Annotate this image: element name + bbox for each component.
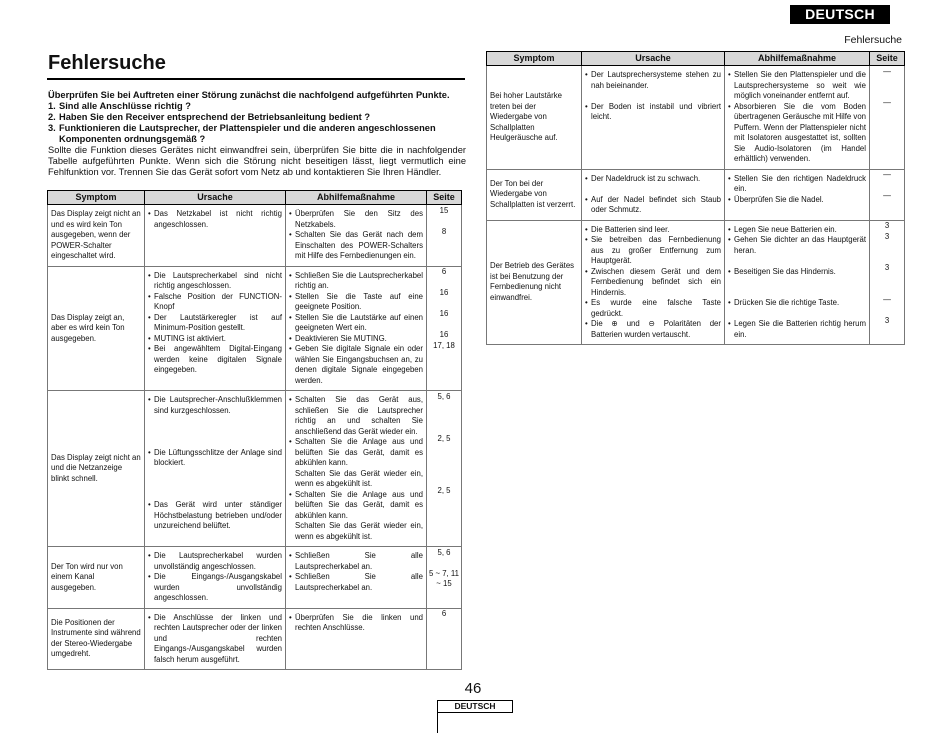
remedy-cell bbox=[725, 66, 870, 170]
page-cell bbox=[427, 547, 462, 609]
page-ref: — bbox=[883, 98, 891, 107]
page-cell bbox=[427, 266, 462, 391]
footer-language-badge: DEUTSCH bbox=[437, 700, 513, 713]
remedy-cell bbox=[286, 391, 427, 547]
page-ref: 3 bbox=[884, 231, 890, 241]
remedy-item: • Schließen Sie alle Lautsprecherkabel an. bbox=[289, 551, 423, 571]
troubleshooting-table-right bbox=[486, 51, 905, 345]
table-row bbox=[48, 266, 462, 391]
page-cell bbox=[427, 205, 462, 267]
cause-item: • Die Lautsprecherkabel sind nicht richtig angeschlossen. bbox=[148, 270, 282, 290]
intro-item-1: 1. Sind alle Anschlüsse richtig ? bbox=[48, 101, 191, 111]
page-ref: 16 bbox=[439, 309, 449, 318]
remedy-cell bbox=[286, 608, 427, 670]
remedy-item: • Schalten Sie das Gerät nach dem Einschalten des POWER-Schalters mit Hilfe des Fernbedienungen ein. bbox=[289, 230, 423, 260]
remedy-item: • Schalten Sie das Gerät aus, schließen Sie die Lautsprecher richtig an und schalten Sie anschließend das Gerät wieder ein. bbox=[289, 395, 423, 436]
remedy-item: • Stellen Sie die Taste auf eine geeignete Position. bbox=[289, 291, 423, 311]
page-ref: — bbox=[883, 191, 891, 200]
page-cell bbox=[870, 66, 905, 170]
symptom-cell: Der Betrieb des Gerätes ist bei Benutzung der Fernbedienung nicht einwandfrei. bbox=[487, 220, 582, 345]
page-cell bbox=[427, 391, 462, 547]
cause-item: • Falsche Position der FUNCTION-Knopf bbox=[148, 291, 282, 311]
page-ref: 17, 18 bbox=[433, 340, 455, 350]
language-badge: DEUTSCH bbox=[790, 5, 890, 24]
section-label: Fehlersuche bbox=[844, 34, 902, 46]
remedy-item: • Überprüfen Sie die Nadel. bbox=[728, 194, 824, 204]
remedy-item: • Geben Sie digitale Signale ein oder wählen Sie Eingangsbuchsen an, zu denen digitale Signale eingegeben werden. bbox=[289, 344, 423, 385]
cause-item: • Sie betreiben das Fernbedienung aus zu großer Entfernung zum Hauptgerät. bbox=[585, 235, 721, 265]
cause-cell bbox=[582, 66, 725, 170]
header-seite: Seite bbox=[870, 52, 905, 66]
page-ref: 5 ~ 7, 11 ~ 15 bbox=[429, 568, 459, 588]
remedy-item: • Überprüfen Sie den Sitz des Netzkabels. bbox=[289, 209, 423, 229]
page-ref: 16 bbox=[439, 288, 449, 297]
symptom-cell: Das Display zeigt an, aber es wird kein Ton ausgegeben. bbox=[48, 266, 145, 391]
cause-item: • Auf der Nadel befindet sich Staub oder Schmutz. bbox=[585, 194, 721, 214]
page-ref: 2, 5 bbox=[437, 486, 451, 495]
page-ref: 16 bbox=[439, 330, 449, 339]
remedy-item: • Stellen Sie die Lautstärke auf einen geeigneten Wert ein. bbox=[289, 312, 423, 332]
cause-cell bbox=[582, 169, 725, 220]
cause-item: • Die Anschlüsse der linken und rechten Lautsprecher oder der linken und rechten Eingangs-/Ausgangskabel wurden falsch herum ausgeführt. bbox=[148, 612, 282, 664]
remedy-item: • Drücken Sie die richtige Taste. bbox=[728, 298, 840, 307]
remedy-item: • Absorbieren Sie die vom Boden übertragenen Geräusche mit Hilfe von Puffern. Wenn der Plattenspieler nicht mit Isolatoren ausgestattet ist, sollten Sie Audio-Isolatoren (im Handel erhältlich) verwenden. bbox=[728, 101, 866, 163]
cause-cell bbox=[582, 220, 725, 345]
remedy-cell bbox=[286, 266, 427, 391]
cause-cell bbox=[145, 391, 286, 547]
header-symptom: Symptom bbox=[487, 52, 582, 66]
troubleshooting-table-left bbox=[47, 190, 462, 670]
header-ursache: Ursache bbox=[582, 52, 725, 66]
cause-item: • MUTING ist aktiviert. bbox=[148, 333, 226, 343]
intro-item-3: 3. Funktionieren die Lautsprecher, der Plattenspieler und die anderen angeschlossenen Komponenten ordnungsgemäß ? bbox=[48, 123, 436, 144]
cause-item: • Der Lautstärkeregler ist auf Minimum-Position gestellt. bbox=[148, 312, 282, 332]
remedy-item: • Gehen Sie dichter an das Hauptgerät heran. bbox=[728, 235, 866, 255]
table-row bbox=[487, 66, 905, 170]
cause-item: • Die Lautsprecher-Anschlußklemmen sind kurzgeschlossen. bbox=[148, 395, 282, 415]
cause-item: • Der Lautsprechersysteme stehen zu nah beieinander. bbox=[585, 70, 721, 90]
symptom-cell: Die Positionen der Instrumente sind während der Stereo-Wiedergabe umgedreht. bbox=[48, 608, 145, 670]
table-row bbox=[487, 220, 905, 345]
header-abhilfe: Abhilfemaßnahme bbox=[286, 191, 427, 205]
header-abhilfe: Abhilfemaßnahme bbox=[725, 52, 870, 66]
cause-item: • Zwischen diesem Gerät und dem Fernbedienung befindet sich ein Hindernis. bbox=[585, 266, 721, 297]
remedy-cell bbox=[286, 205, 427, 267]
page-ref: — bbox=[883, 66, 891, 76]
page-ref: 2, 5 bbox=[437, 433, 451, 443]
page-cell bbox=[427, 608, 462, 670]
cause-item: • Der Boden ist instabil und vibriert leicht. bbox=[585, 101, 721, 121]
header-seite: Seite bbox=[427, 191, 462, 205]
remedy-item: • Schalten Sie die Anlage aus und belüften Sie das Gerät, damit es abkühlen kann. Schalten Sie das Gerät wieder ein, wenn es abgekühlt ist. bbox=[289, 489, 423, 541]
page-ref: 3 bbox=[884, 315, 890, 325]
remedy-item: • Legen Sie die Batterien richtig herum ein. bbox=[728, 319, 866, 339]
remedy-cell bbox=[286, 547, 427, 609]
cause-item: • Das Netzkabel ist nicht richtig angeschlossen. bbox=[148, 209, 282, 229]
remedy-item: • Stellen Sie den richtigen Nadeldruck ein. bbox=[728, 173, 866, 193]
page-ref: 15 bbox=[439, 205, 449, 215]
page-cell bbox=[870, 220, 905, 345]
header-ursache: Ursache bbox=[145, 191, 286, 205]
cause-item: • Die Lüftungsschlitze der Anlage sind blockiert. bbox=[148, 447, 282, 467]
title-rule bbox=[47, 78, 465, 80]
table-row bbox=[48, 205, 462, 267]
remedy-item: • Legen Sie neue Batterien ein. bbox=[728, 224, 837, 234]
page-ref: 8 bbox=[441, 226, 447, 236]
remedy-item: • Schalten Sie die Anlage aus und belüften Sie das Gerät, damit es abkühlen kann. Schalten Sie das Gerät wieder ein, wenn es abgekühlt ist. bbox=[289, 437, 423, 488]
remedy-cell bbox=[725, 220, 870, 345]
page-ref: 6 bbox=[441, 609, 447, 618]
intro-lead: Überprüfen Sie bei Auftreten einer Störung zunächst die nachfolgend aufgeführten Punkte. bbox=[48, 90, 450, 100]
cause-cell bbox=[145, 547, 286, 609]
symptom-cell: Bei hoher Lautstärke treten bei der Wiedergabe von Schallplatten Heulgeräusche auf. bbox=[487, 66, 582, 170]
page-title: Fehlersuche bbox=[48, 52, 166, 74]
page-ref: 5, 6 bbox=[437, 547, 451, 557]
symptom-cell: Der Ton wird nur von einem Kanal ausgegeben. bbox=[48, 547, 145, 609]
symptom-cell: Das Display zeigt nicht an und es wird kein Ton ausgegeben, wenn der POWER-Schalter eingeschaltet wird. bbox=[48, 205, 145, 267]
table-row bbox=[48, 608, 462, 670]
symptom-cell: Das Display zeigt nicht an und die Netzanzeige blinkt schnell. bbox=[48, 391, 145, 547]
remedy-cell bbox=[725, 169, 870, 220]
page-number: 46 bbox=[464, 680, 482, 697]
page-ref: 5, 6 bbox=[437, 391, 451, 401]
page-ref: 3 bbox=[884, 221, 890, 230]
symptom-cell: Der Ton bei der Wiedergabe von Schallplatten ist verzerrt. bbox=[487, 169, 582, 220]
cause-item: • Das Gerät wird unter ständiger Höchstbelastung betrieben und/oder unzureichend belüftet. bbox=[148, 500, 282, 530]
intro-item-2: 2. Haben Sie den Receiver entsprechend der Betriebsanleitung bedient ? bbox=[48, 112, 371, 122]
cause-item: • Die Eingangs-/Ausgangskabel wurden unvollständig angeschlossen. bbox=[148, 572, 282, 602]
cause-item: • Die Lautsprecherkabel wurden unvollständig angeschlossen. bbox=[148, 551, 282, 571]
remedy-item: • Deaktivieren Sie MUTING. bbox=[289, 333, 387, 343]
cause-item: • Der Nadeldruck ist zu schwach. bbox=[585, 173, 701, 183]
page-ref: — bbox=[883, 294, 891, 304]
intro-text bbox=[48, 90, 466, 178]
remedy-item: • Stellen Sie den Plattenspieler und die Lautsprechersysteme so weit wie möglich voneinander entfernt auf. bbox=[728, 70, 866, 100]
cause-cell bbox=[145, 608, 286, 670]
remedy-item: • Beseitigen Sie das Hindernis. bbox=[728, 266, 836, 276]
remedy-item: • Schließen Sie alle Lautsprecherkabel an. bbox=[289, 572, 423, 592]
intro-body: Sollte die Funktion dieses Gerätes nicht einwandfrei sein, überprüfen Sie bitte die in nachfolgender Tabelle aufgeführten Punkte. Wenn sich die Störung nicht beseitigen lässt, liegt vermutlich eine Fehlfunktion vor. Trennen Sie das Gerät sofort vom Netz ab und kontaktieren Sie Ihren Händler. bbox=[48, 145, 466, 177]
page-ref: 3 bbox=[884, 263, 890, 272]
header-symptom: Symptom bbox=[48, 191, 145, 205]
table-row bbox=[48, 547, 462, 609]
page-cell bbox=[870, 169, 905, 220]
page-ref: — bbox=[883, 170, 891, 179]
cause-item: • Es wurde eine falsche Taste gedrückt. bbox=[585, 298, 721, 318]
remedy-item: • Schließen Sie die Lautsprecherkabel richtig an. bbox=[289, 270, 423, 290]
cause-item: • Die ⊕ und ⊖ Polaritäten der Batterien wurden vertauscht. bbox=[585, 319, 721, 339]
cause-cell bbox=[145, 266, 286, 391]
cause-cell bbox=[145, 205, 286, 267]
cause-item: • Die Batterien sind leer. bbox=[585, 224, 670, 234]
cause-item: • Bei angewähltem Digital-Eingang werden keine digitalen Signale eingegeben. bbox=[148, 344, 282, 374]
table-row bbox=[48, 391, 462, 547]
table-row bbox=[487, 169, 905, 220]
remedy-item: • Überprüfen Sie die linken und rechten Anschlüsse. bbox=[289, 612, 423, 632]
page-ref: 6 bbox=[441, 267, 447, 276]
